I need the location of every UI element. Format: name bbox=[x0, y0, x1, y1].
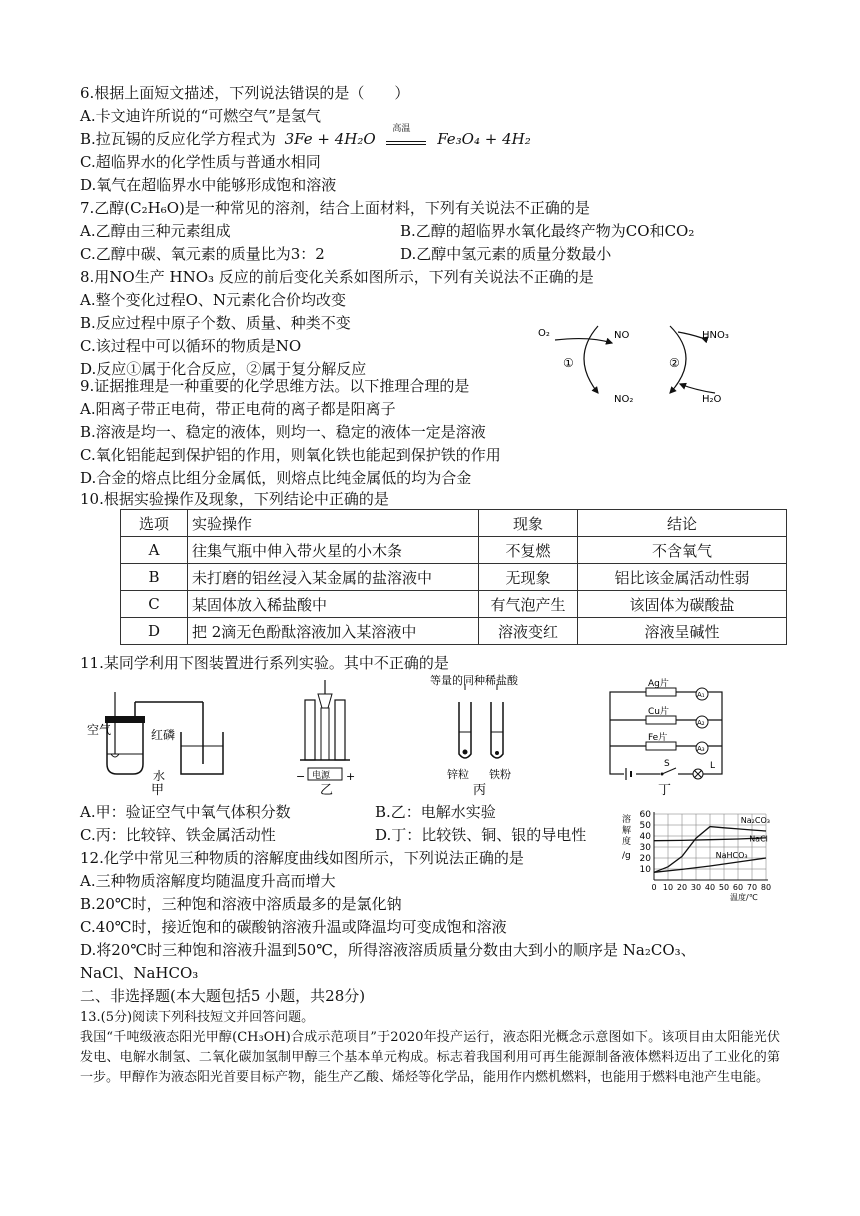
q6-option-a: A.卡文迪许所说的“可燃空气”是氢气 bbox=[80, 107, 321, 125]
x-tick-label: 0 bbox=[651, 883, 657, 892]
q9-option-c: C.氧化铝能起到保护铝的作用，则氧化铁也能起到保护铁的作用 bbox=[80, 446, 501, 464]
table-cell: A bbox=[121, 537, 188, 564]
q6-option-c: C.超临界水的化学性质与普通水相同 bbox=[80, 153, 321, 171]
table-cell: 铝比该金属活动性弱 bbox=[578, 564, 787, 591]
minus-label: − bbox=[296, 770, 306, 783]
solubility-chart bbox=[622, 808, 772, 900]
table-cell: 把 2滴无色酚酞溶液加入某溶液中 bbox=[188, 618, 479, 645]
apparatus-ding bbox=[598, 676, 738, 798]
q13-paragraph: 我国“千吨级液态阳光甲醇(CH₃OH)合成示范项目”于2020年投产运行，液态阳光概念示意图如下。该项目由太阳能光伏发电、电解水制氢、二氧化碳加氢制甲醇三个基本单元构成。标志着我国利用可再生能源制备液体燃料迈出了工业化的第一步。甲醇作为液态阳光首要目标产物，能生产乙酸、烯烃等化学品，能用作内燃机燃料，也能用于燃料电池产生电能。 bbox=[80, 1030, 780, 1085]
q12-stem: 12.化学中常见三种物质的溶解度曲线如图所示，下列说法正确的是 bbox=[80, 849, 524, 867]
ammeter-a3-label: A₃ bbox=[697, 745, 705, 753]
q9-stem: 9.证据推理是一种重要的化学思维方法。以下推理合理的是 bbox=[80, 377, 470, 395]
table-cell: 不含氧气 bbox=[578, 537, 787, 564]
series-label: NaHCO₃ bbox=[715, 851, 748, 860]
x-tick-label: 70 bbox=[746, 883, 758, 892]
ammeter-a1-label: A₁ bbox=[697, 691, 705, 699]
q9-option-a: A.阳离子带正电荷，带正电荷的离子都是阳离子 bbox=[80, 400, 396, 418]
q12-option-b: B.20℃时，三种饱和溶液中溶质最多的是氯化钠 bbox=[80, 895, 402, 913]
q13-stem: 13.(5分)阅读下列科技短文并回答问题。 bbox=[80, 1010, 315, 1025]
table-row bbox=[121, 537, 787, 564]
plus-label: + bbox=[346, 770, 356, 783]
y-axis-label: 解 bbox=[622, 826, 632, 836]
cu-label: Cu片 bbox=[648, 707, 669, 717]
q8-option-a: A.整个变化过程O、N元素化合价均改变 bbox=[80, 291, 347, 309]
q7-option-d: D.乙醇中氢元素的质量分数最小 bbox=[400, 245, 612, 263]
q10-stem: 10.根据实验操作及现象，下列结论中正确的是 bbox=[80, 490, 389, 508]
y-tick-label: 20 bbox=[639, 854, 651, 864]
air-label: 空气 bbox=[87, 723, 112, 737]
y-tick-label: 60 bbox=[639, 810, 651, 820]
q6-option-b-prefix: B.拉瓦锡的反应化学方程式为 bbox=[80, 130, 276, 148]
caption-ding: 丁 bbox=[658, 783, 672, 798]
header-operation: 实验操作 bbox=[188, 510, 479, 537]
table-header-row bbox=[121, 510, 787, 537]
q11-option-d: D.丁：比较铁、铜、银的导电性 bbox=[375, 826, 587, 844]
x-axis-label: 温度/℃ bbox=[730, 893, 758, 902]
x-tick-label: 10 bbox=[662, 883, 674, 892]
table-cell: C bbox=[121, 591, 188, 618]
q12-option-d-cont: NaCl、NaHCO₃ bbox=[80, 964, 199, 982]
q7-option-a: A.乙醇由三种元素组成 bbox=[80, 222, 231, 240]
no-label: NO bbox=[614, 330, 630, 341]
table-cell: 某固体放入稀盐酸中 bbox=[188, 591, 479, 618]
caption-bing: 丙 bbox=[473, 783, 487, 798]
q8-option-b: B.反应过程中原子个数、质量、种类不变 bbox=[80, 314, 351, 332]
table-cell: 溶液呈碱性 bbox=[578, 618, 787, 645]
series-label: Na₂CO₃ bbox=[740, 815, 770, 825]
header-conclusion: 结论 bbox=[578, 510, 787, 537]
h2o-label: H₂O bbox=[702, 394, 722, 405]
red-phosphorus-label: 红磷 bbox=[151, 728, 176, 742]
fe-label: Fe片 bbox=[648, 733, 668, 743]
ammeter-a2-label: A₂ bbox=[697, 719, 705, 727]
equation-lhs: 3Fe + 4H₂O bbox=[284, 130, 376, 148]
iron-powder-label: 铁粉 bbox=[489, 768, 511, 781]
reaction-2-label: ② bbox=[669, 356, 680, 370]
series-label: NaCl bbox=[749, 834, 768, 844]
q11-stem: 11.某同学利用下图装置进行系列实验。其中不正确的是 bbox=[80, 654, 449, 672]
header-option: 选项 bbox=[121, 510, 188, 537]
x-tick-label: 80 bbox=[760, 883, 772, 892]
y-axis-label: /g bbox=[622, 851, 631, 861]
q11-option-a: A.甲：验证空气中氧气体积分数 bbox=[80, 803, 291, 821]
no2-label: NO₂ bbox=[614, 394, 634, 405]
q6-option-d: D.氧气在超临界水中能够形成饱和溶液 bbox=[80, 176, 337, 194]
o2-label: O₂ bbox=[538, 328, 550, 339]
table-cell: 溶液变红 bbox=[479, 618, 578, 645]
table-row bbox=[121, 618, 787, 645]
x-tick-label: 60 bbox=[732, 883, 744, 892]
table-cell: 有气泡产生 bbox=[479, 591, 578, 618]
table-cell: D bbox=[121, 618, 188, 645]
lamp-l-label: L bbox=[710, 761, 716, 771]
q8-stem: 8.用NO生产 HNO₃ 反应的前后变化关系如图所示，下列有关说法不正确的是 bbox=[80, 268, 594, 286]
zinc-label: 锌粒 bbox=[447, 768, 469, 781]
q6-stem: 6.根据上面短文描述，下列说法错误的是（ ） bbox=[80, 84, 410, 102]
q8-option-d: D.反应①属于化合反应，②属于复分解反应 bbox=[80, 360, 367, 378]
table-cell: 往集气瓶中伸入带火星的小木条 bbox=[188, 537, 479, 564]
table-cell: 无现象 bbox=[479, 564, 578, 591]
q12-option-c: C.40℃时，接近饱和的碳酸钠溶液升温或降温均可变成饱和溶液 bbox=[80, 918, 507, 936]
x-tick-label: 50 bbox=[718, 883, 730, 892]
q7-stem: 7.乙醇(C₂H₆O)是一种常见的溶剂，结合上面材料，下列有关说法不正确的是 bbox=[80, 199, 590, 217]
y-tick-label: 10 bbox=[639, 865, 651, 875]
water-label: 水 bbox=[153, 769, 166, 783]
q11-option-c: C.丙：比较锌、铁金属活动性 bbox=[80, 826, 276, 844]
reaction-1-label: ① bbox=[563, 356, 574, 370]
apparatus-bing bbox=[425, 672, 545, 797]
q6-option-b bbox=[80, 124, 531, 150]
q9-option-d: D.合金的熔点比组分金属低，则熔点比纯金属低的均为合金 bbox=[80, 469, 472, 487]
table-cell: 该固体为碳酸盐 bbox=[578, 591, 787, 618]
table-cell: B bbox=[121, 564, 188, 591]
q7-option-b: B.乙醇的超临界水氧化最终产物为CO和CO₂ bbox=[400, 222, 695, 240]
header-phenomenon: 现象 bbox=[479, 510, 578, 537]
ag-label: Ag片 bbox=[648, 679, 669, 689]
table-row bbox=[121, 564, 787, 591]
y-tick-label: 30 bbox=[639, 843, 651, 853]
power-label: 电源 bbox=[312, 771, 331, 781]
equation-rhs: Fe₃O₄ + 4H₂ bbox=[437, 130, 531, 148]
q8-option-c: C.该过程中可以循环的物质是NO bbox=[80, 337, 302, 355]
section-2-title: 二、非选择题(本大题包括5 小题，共28分) bbox=[80, 987, 366, 1005]
q12-option-d: D.将20℃时三种饱和溶液升温到50℃，所得溶液溶质质量分数由大到小的顺序是 Na₂CO₃、 bbox=[80, 941, 696, 959]
q9-option-b: B.溶液是均一、稳定的液体，则均一、稳定的液体一定是溶液 bbox=[80, 423, 486, 441]
same-acid-label: 等量的同种稀盐酸 bbox=[430, 674, 518, 687]
x-tick-label: 30 bbox=[690, 883, 702, 892]
table-cell: 未打磨的铝丝浸入某金属的盐溶液中 bbox=[188, 564, 479, 591]
apparatus-jia bbox=[85, 682, 230, 798]
y-axis-label: 度 bbox=[622, 837, 632, 847]
experiment-table bbox=[120, 509, 787, 645]
q12-option-a: A.三种物质溶解度均随温度升高而增大 bbox=[80, 872, 336, 890]
y-tick-label: 40 bbox=[639, 832, 651, 842]
y-axis-label: 溶 bbox=[622, 815, 632, 825]
caption-yi: 乙 bbox=[320, 783, 334, 798]
apparatus-yi bbox=[290, 680, 360, 798]
hno3-label: HNO₃ bbox=[702, 330, 729, 341]
equation-condition-label: 高温 bbox=[392, 124, 411, 134]
no-cycle-diagram bbox=[530, 318, 745, 413]
q7-option-c: C.乙醇中碳、氧元素的质量比为3：2 bbox=[80, 245, 325, 263]
table-row bbox=[121, 591, 787, 618]
x-tick-label: 20 bbox=[676, 883, 688, 892]
q11-option-b: B.乙：电解水实验 bbox=[375, 803, 496, 821]
caption-jia: 甲 bbox=[151, 783, 165, 798]
table-cell: 不复燃 bbox=[479, 537, 578, 564]
y-tick-label: 50 bbox=[639, 821, 651, 831]
switch-s-label: S bbox=[664, 759, 670, 769]
x-tick-label: 40 bbox=[704, 883, 716, 892]
